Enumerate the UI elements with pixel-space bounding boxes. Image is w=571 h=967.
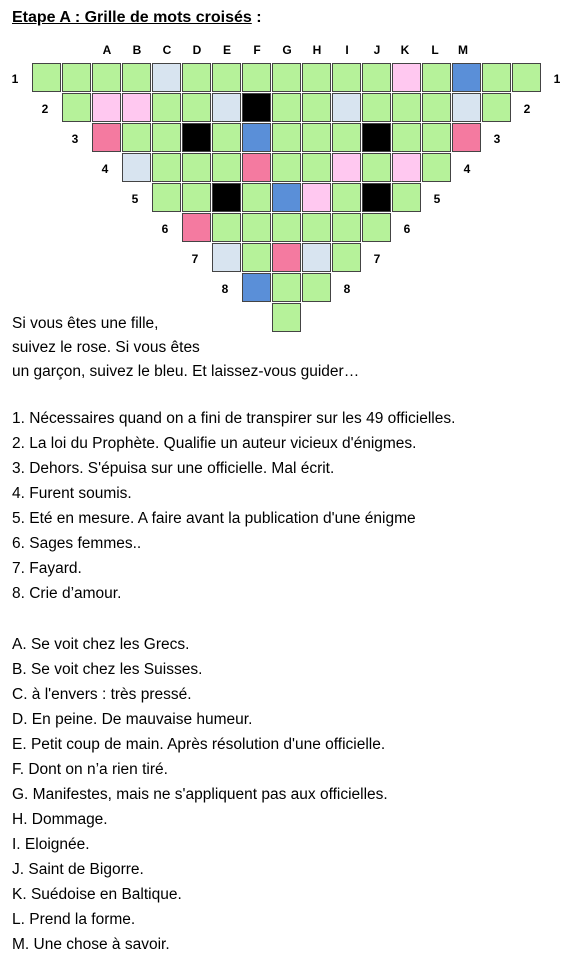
- grid-cell: [242, 123, 271, 152]
- grid-cell: [212, 243, 241, 272]
- grid-cell: [452, 93, 481, 122]
- intro-line: suivez le rose. Si vous êtes: [12, 339, 200, 356]
- grid-cell: [272, 63, 301, 92]
- clue-8: 8. Crie d’amour.: [12, 585, 122, 602]
- column-label-a: A: [102, 43, 112, 57]
- grid-cell: [272, 213, 301, 242]
- grid-cell: [332, 243, 361, 272]
- clue-j: J. Saint de Bigorre.: [12, 861, 144, 878]
- row-label-6: 6: [161, 222, 169, 236]
- grid-cell: [332, 63, 361, 92]
- column-label-j: J: [373, 43, 381, 57]
- grid-cell: [242, 153, 271, 182]
- grid-cell: [272, 123, 301, 152]
- intro-line: un garçon, suivez le bleu. Et laissez-vous guider…: [12, 363, 360, 380]
- vertical-clues: [12, 632, 388, 957]
- clue-3: 3. Dehors. S'épuisa sur une officielle. Mal écrit.: [12, 460, 335, 477]
- grid-cell: [182, 153, 211, 182]
- grid-cell: [422, 93, 451, 122]
- row-label-2-right: 2: [523, 102, 531, 116]
- column-label-f: F: [253, 43, 261, 57]
- grid-cell: [332, 183, 361, 212]
- grid-cell: [272, 273, 301, 302]
- grid-cell: [422, 153, 451, 182]
- column-label-c: C: [162, 43, 172, 57]
- grid-cell: [392, 123, 421, 152]
- grid-cell: [332, 123, 361, 152]
- row-label-1: 1: [11, 72, 19, 86]
- grid-cell: [92, 123, 121, 152]
- page-title: Etape A : Grille de mots croisés :: [12, 9, 262, 26]
- grid-cell: [32, 63, 61, 92]
- grid-cell: [242, 93, 271, 122]
- grid-cell: [362, 123, 391, 152]
- grid-cell: [302, 123, 331, 152]
- grid-cell: [152, 93, 181, 122]
- grid-cell: [242, 243, 271, 272]
- grid-cell: [362, 183, 391, 212]
- row-label-4-right: 4: [463, 162, 471, 176]
- grid-cell: [152, 63, 181, 92]
- grid-cell: [212, 183, 241, 212]
- grid-cell: [182, 213, 211, 242]
- grid-cell: [302, 273, 331, 302]
- grid-cell: [212, 123, 241, 152]
- grid-cell: [302, 213, 331, 242]
- clue-d: D. En peine. De mauvaise humeur.: [12, 711, 253, 728]
- grid-cell: [122, 123, 151, 152]
- column-label-l: L: [431, 43, 439, 57]
- grid-cell: [242, 63, 271, 92]
- column-label-m: M: [458, 43, 468, 57]
- grid-cell: [452, 123, 481, 152]
- grid-cell: [92, 63, 121, 92]
- grid-cell: [452, 63, 481, 92]
- horizontal-clues: [12, 406, 455, 606]
- grid-cell: [182, 93, 211, 122]
- clue-b: B. Se voit chez les Suisses.: [12, 661, 203, 678]
- clue-1: 1. Nécessaires quand on a fini de transpirer sur les 49 officielles.: [12, 410, 456, 427]
- grid-cell: [122, 153, 151, 182]
- grid-cell: [122, 63, 151, 92]
- grid-cell: [272, 93, 301, 122]
- grid-cell: [272, 183, 301, 212]
- grid-cell: [182, 123, 211, 152]
- grid-cell: [302, 63, 331, 92]
- column-label-b: B: [132, 43, 142, 57]
- intro-line: Si vous êtes une fille,: [12, 315, 159, 332]
- clue-l: L. Prend la forme.: [12, 911, 136, 928]
- row-label-6-right: 6: [403, 222, 411, 236]
- column-label-e: E: [222, 43, 231, 57]
- row-label-5-right: 5: [433, 192, 441, 206]
- grid-cell: [422, 63, 451, 92]
- grid-cell: [302, 153, 331, 182]
- grid-cell: [362, 213, 391, 242]
- column-label-h: H: [312, 43, 322, 57]
- grid-cell: [302, 183, 331, 212]
- clue-k: K. Suédoise en Baltique.: [12, 886, 182, 903]
- grid-cell: [392, 153, 421, 182]
- clue-6: 6. Sages femmes..: [12, 535, 142, 552]
- grid-cell: [92, 93, 121, 122]
- grid-cell: [332, 153, 361, 182]
- grid-cell: [152, 183, 181, 212]
- grid-cell: [212, 153, 241, 182]
- clue-g: G. Manifestes, mais ne s'appliquent pas aux officielles.: [12, 786, 388, 803]
- row-label-3-right: 3: [493, 132, 501, 146]
- row-label-2: 2: [41, 102, 49, 116]
- grid-cell: [422, 123, 451, 152]
- clue-5: 5. Eté en mesure. A faire avant la publication d'une énigme: [12, 510, 416, 527]
- row-label-1-right: 1: [553, 72, 561, 86]
- row-label-4: 4: [101, 162, 109, 176]
- grid-cell: [362, 153, 391, 182]
- column-label-d: D: [192, 43, 202, 57]
- row-label-7-right: 7: [373, 252, 381, 266]
- grid-cell: [392, 183, 421, 212]
- clue-2: 2. La loi du Prophète. Qualifie un auteur vicieux d'énigmes.: [12, 435, 417, 452]
- row-label-8-right: 8: [343, 282, 351, 296]
- grid-cell: [482, 63, 511, 92]
- grid-cell: [512, 63, 541, 92]
- grid-cell: [212, 93, 241, 122]
- clue-h: H. Dommage.: [12, 811, 108, 828]
- grid-cell: [242, 213, 271, 242]
- grid-cell: [392, 93, 421, 122]
- clue-m: M. Une chose à savoir.: [12, 936, 170, 953]
- grid-cell: [362, 93, 391, 122]
- clue-4: 4. Furent soumis.: [12, 485, 132, 502]
- row-label-5: 5: [131, 192, 139, 206]
- grid-cell: [152, 153, 181, 182]
- grid-cell: [242, 273, 271, 302]
- grid-cell: [302, 93, 331, 122]
- grid-cell: [122, 93, 151, 122]
- intro-text: [12, 312, 359, 384]
- grid-cell: [182, 183, 211, 212]
- grid-cell: [362, 63, 391, 92]
- clue-f: F. Dont on n’a rien tiré.: [12, 761, 168, 778]
- grid-cell: [152, 123, 181, 152]
- grid-cell: [302, 243, 331, 272]
- row-label-8: 8: [221, 282, 229, 296]
- grid-cell: [272, 243, 301, 272]
- grid-cell: [182, 63, 211, 92]
- grid-cell: [62, 63, 91, 92]
- grid-cell: [212, 63, 241, 92]
- grid-cell: [242, 183, 271, 212]
- grid-cell: [272, 153, 301, 182]
- clue-a: A. Se voit chez les Grecs.: [12, 636, 190, 653]
- grid-cell: [62, 93, 91, 122]
- column-label-g: G: [282, 43, 292, 57]
- grid-cell: [482, 93, 511, 122]
- row-label-7: 7: [191, 252, 199, 266]
- row-label-3: 3: [71, 132, 79, 146]
- crossword-grid: [0, 0, 571, 340]
- grid-cell: [392, 63, 421, 92]
- clue-e: E. Petit coup de main. Après résolution d'une officielle.: [12, 736, 386, 753]
- grid-cell: [332, 213, 361, 242]
- column-label-i: I: [345, 43, 349, 57]
- column-label-k: K: [400, 43, 410, 57]
- clue-c: C. à l'envers : très pressé.: [12, 686, 192, 703]
- clue-i: I. Eloignée.: [12, 836, 90, 853]
- clue-7: 7. Fayard.: [12, 560, 82, 577]
- grid-cell: [332, 93, 361, 122]
- grid-cell: [212, 213, 241, 242]
